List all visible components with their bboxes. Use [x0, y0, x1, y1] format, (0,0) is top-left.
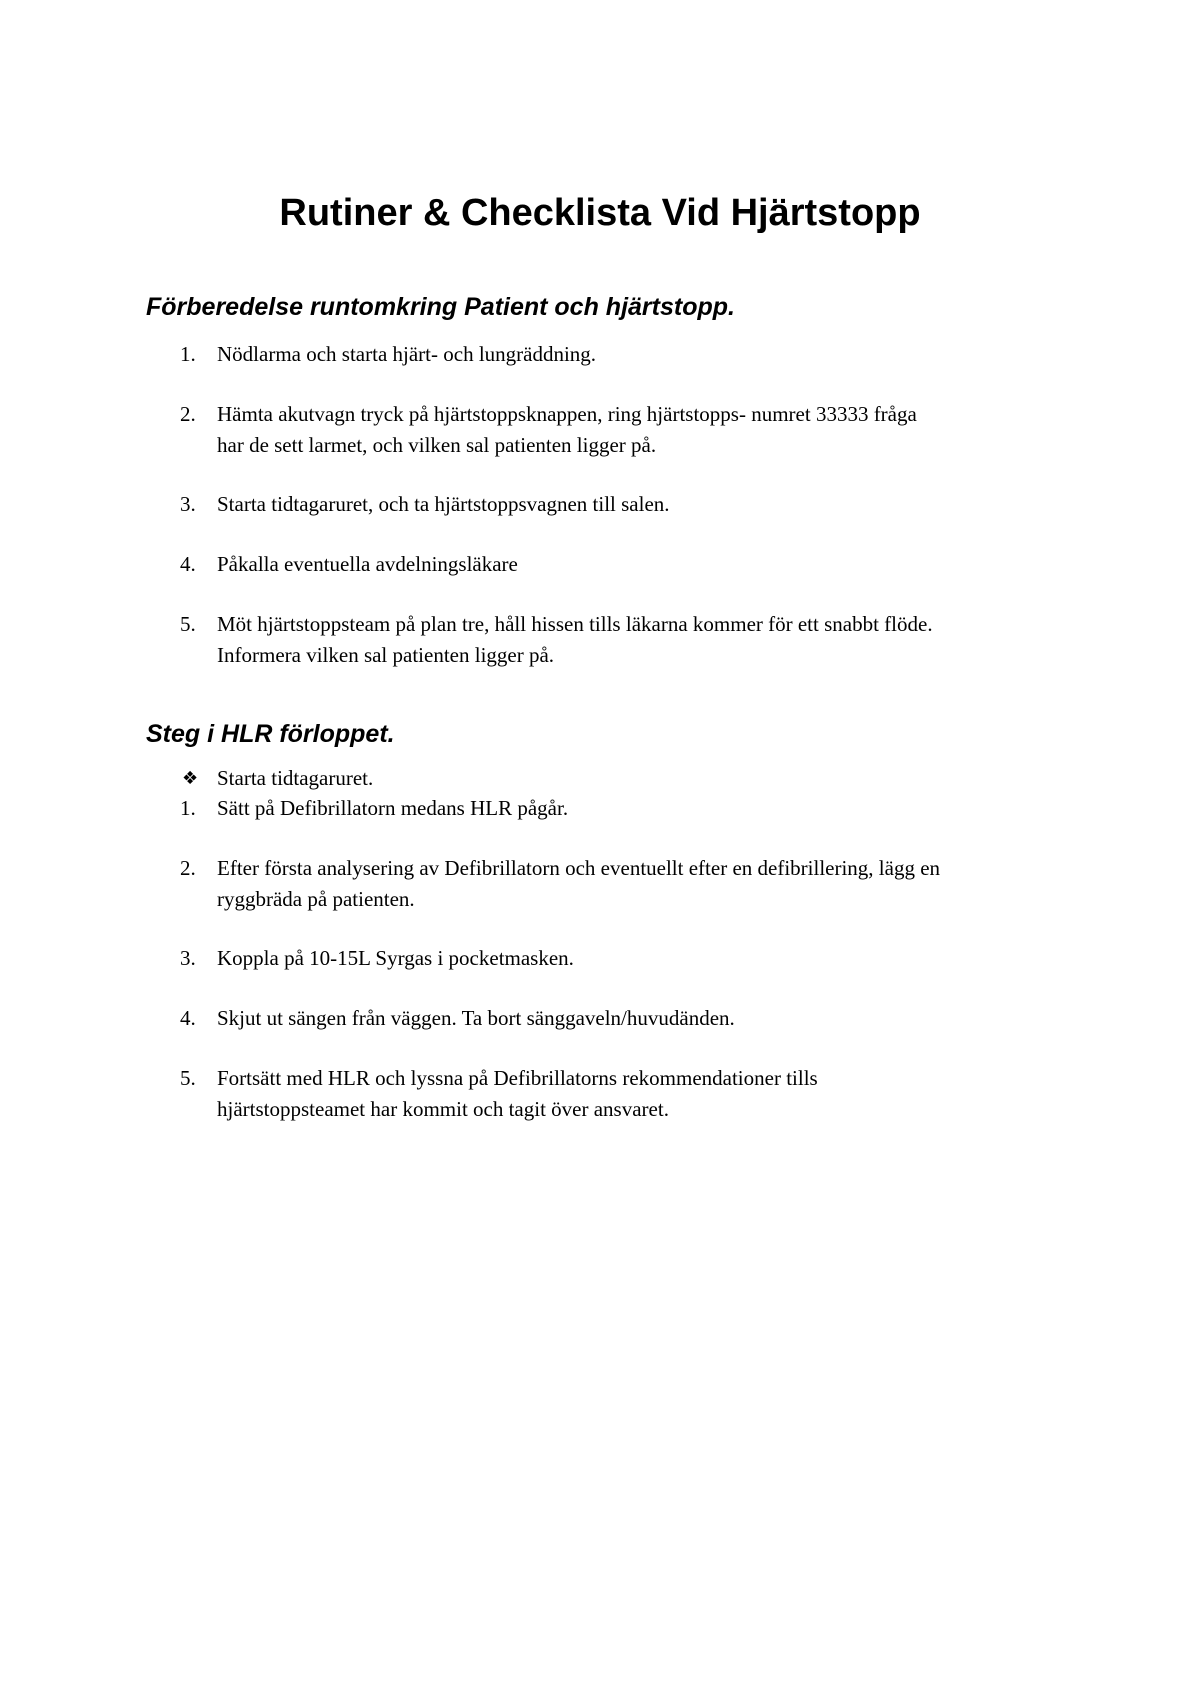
- diamond-bullet-icon: ❖: [182, 768, 199, 789]
- list-item-text: Nödlarma och starta hjärt- och lungräddning.: [217, 342, 597, 366]
- list-item-text: Koppla på 10-15L Syrgas i pocketmasken.: [217, 946, 574, 970]
- list-item-text: Hämta akutvagn tryck på hjärtstoppsknappen, ring hjärtstopps- numret 33333 fråga har de sett larmet, och vilken sal patienten ligger på.: [217, 402, 917, 457]
- bullet-item-text: Starta tidtagaruret.: [217, 766, 374, 790]
- section-heading-preparation: Förberedelse runtomkring Patient och hjärtstopp.: [146, 293, 735, 321]
- list-item-number: 5.: [180, 612, 196, 636]
- list-item-number: 5.: [180, 1066, 196, 1090]
- list-item-text: Påkalla eventuella avdelningsläkare: [217, 552, 518, 576]
- list-item-number: 2.: [180, 402, 196, 426]
- list-item-number: 3.: [180, 946, 196, 970]
- list-item-number: 4.: [180, 1006, 196, 1030]
- list-item-text: Sätt på Defibrillatorn medans HLR pågår.: [217, 796, 569, 820]
- list-item-number: 1.: [180, 342, 196, 366]
- list-item-number: 3.: [180, 492, 196, 516]
- list-item-number: 2.: [180, 856, 196, 880]
- list-item-text: Starta tidtagaruret, och ta hjärtstoppsvagnen till salen.: [217, 492, 670, 516]
- list-item-text: Skjut ut sängen från väggen. Ta bort sänggaveln/huvudänden.: [217, 1006, 735, 1030]
- page-title: Rutiner & Checklista Vid Hjärtstopp: [279, 192, 921, 234]
- list-item-text: Efter första analysering av Defibrillatorn och eventuellt efter en defibrillering, lägg en ryggbräda på patienten.: [217, 856, 941, 911]
- list-item-text: Möt hjärtstoppsteam på plan tre, håll hissen tills läkarna kommer för ett snabbt flöde. Informera vilken sal patienten ligger på.: [217, 612, 933, 667]
- list-item-text: Fortsätt med HLR och lyssna på Defibrillatorns rekommendationer tills hjärtstoppsteamet har kommit och tagit över ansvaret.: [217, 1066, 818, 1121]
- list-item-number: 4.: [180, 552, 196, 576]
- list-item-number: 1.: [180, 796, 196, 820]
- section-heading-cpr-steps: Steg i HLR förloppet.: [146, 720, 395, 748]
